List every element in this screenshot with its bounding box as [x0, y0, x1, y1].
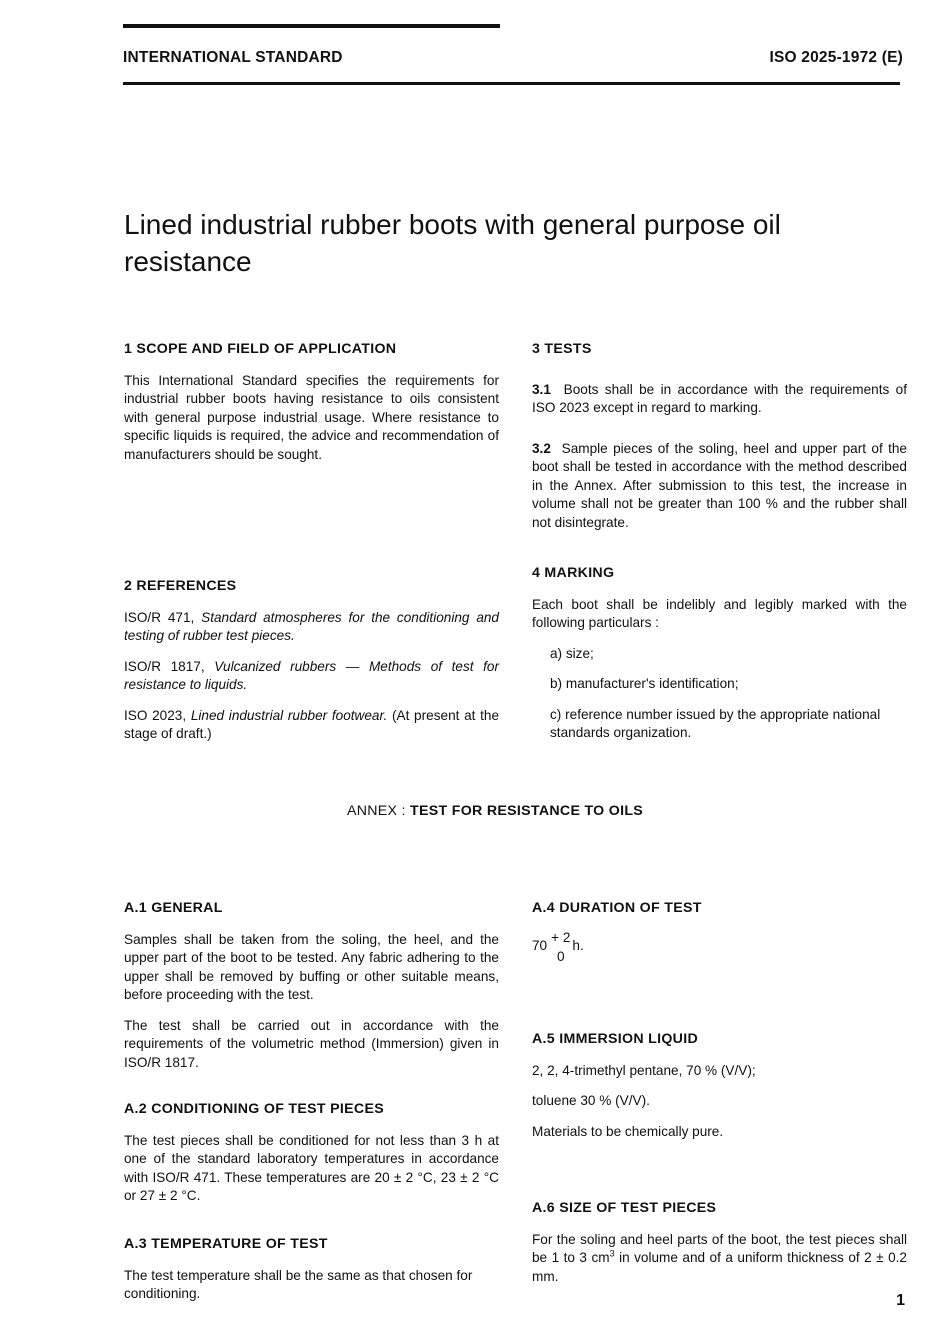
section-body: This International Standard specifies the requirements for industrial rubber boots having resistance to oils consistent with general purpose industrial usage. Where resistance to specific liquids is required, the advice and recommendation of manufacturers should be sought. [124, 372, 499, 462]
duration-tolerance [551, 928, 570, 966]
section-references [124, 577, 499, 744]
header-top-rule [123, 24, 500, 28]
reference-id: ISO 2023, [124, 707, 187, 723]
annex-immersion-liquid [532, 1030, 907, 1141]
section-body: The test shall be carried out in accordance with the requirements of the volumetric method (Immersion) given in ISO/R 1817. [124, 1017, 499, 1070]
reference-title: Vulcanized rubbers — Methods of test for resistance to liquids. [124, 658, 499, 692]
document-title: Lined industrial rubber boots with general purpose oil resistance [124, 209, 781, 277]
reference-item [124, 707, 499, 744]
clause-3-2 [532, 440, 907, 533]
list-item: b) manufacturer's identification; [550, 676, 739, 691]
section-heading: A.3 TEMPERATURE OF TEST [124, 1236, 328, 1252]
section-heading: A.4 DURATION OF TEST [532, 900, 702, 916]
section-body: Samples shall be taken from the soling, the heel, and the upper part of the boot to be tested. Any fabric adhering to the upper shall be removed by buffing or other suitable means, before proceeding with the test. [124, 931, 499, 1002]
section-tests [532, 340, 907, 532]
tolerance-upper: + 2 [551, 929, 571, 945]
size-text: in volume and of a uniform thickness of 2 ± 0.2 mm. [532, 1250, 907, 1284]
liquid-component: toluene 30 % (V/V). [532, 1093, 650, 1108]
list-item: c) reference number issued by the appropriate national standards organization. [550, 706, 881, 740]
section-heading: 1 SCOPE AND FIELD OF APPLICATION [124, 341, 397, 357]
header-standard-number: ISO 2025-1972 (E) [769, 49, 903, 66]
reference-id: ISO/R 471, [124, 609, 195, 625]
reference-note: (At present at the stage of draft.) [124, 707, 500, 741]
reference-item [124, 609, 499, 646]
section-body [532, 1231, 907, 1287]
section-heading: A.5 IMMERSION LIQUID [532, 1031, 699, 1047]
clause-3-1 [532, 381, 907, 418]
annex-size [532, 1199, 907, 1286]
clause-number: 3.2 [532, 440, 551, 456]
liquid-purity: Materials to be chemically pure. [532, 1123, 724, 1139]
section-heading: 2 REFERENCES [124, 578, 237, 594]
section-body: Each boot shall be indelibly and legibly marked with the following particulars : [532, 596, 907, 630]
size-text: For the soling and heel parts of the boot, the test pieces shall be 1 to 3 cm [532, 1231, 907, 1265]
annex-prefix: ANNEX : [346, 803, 411, 819]
page-number: 1 [896, 1292, 905, 1309]
size-superscript: 3 [609, 1248, 615, 1259]
clause-text: Sample pieces of the soling, heel and upper part of the boot shall be tested in accordance with the method described in the Annex. After submission to this test, the increase in volume shall not be greater than 100 % and the rubber shall not disintegrate. [532, 440, 907, 530]
section-heading: A.6 SIZE OF TEST PIECES [532, 1200, 717, 1216]
reference-item [124, 658, 499, 695]
section-heading: A.2 CONDITIONING OF TEST PIECES [124, 1101, 384, 1117]
annex-general [124, 899, 499, 1072]
annex-conditioning [124, 1100, 499, 1206]
annex-heading [0, 803, 950, 819]
liquid-component: 2, 2, 4-trimethyl pentane, 70 % (V/V); [532, 1062, 756, 1078]
annex-title: TEST FOR RESISTANCE TO OILS [410, 803, 644, 819]
duration-unit: h. [572, 938, 584, 954]
section-heading: A.1 GENERAL [124, 900, 223, 916]
annex-duration [532, 899, 907, 966]
section-scope [124, 340, 499, 464]
list-item: a) size; [550, 645, 594, 661]
annex-temperature [124, 1235, 499, 1304]
header-rule [123, 82, 900, 85]
clause-text: Boots shall be in accordance with the requirements of ISO 2023 except in regard to marking. [532, 381, 907, 415]
section-heading: 4 MARKING [532, 565, 615, 581]
section-marking [532, 564, 907, 743]
tolerance-lower: 0 [556, 948, 565, 964]
header-standard-label: INTERNATIONAL STANDARD [123, 49, 343, 66]
reference-title: Standard atmospheres for the conditioning and testing of rubber test pieces. [124, 609, 499, 643]
reference-title: Lined industrial rubber footwear. [190, 707, 388, 723]
duration-base: 70 [532, 938, 548, 954]
reference-id: ISO/R 1817, [124, 658, 205, 674]
section-heading: 3 TESTS [532, 341, 592, 357]
section-body: The test pieces shall be conditioned for not less than 3 h at one of the standard laboratory temperatures in accordance with ISO/R 471. These temperatures are 20 ± 2 °C, 23 ± 2 °C or 27 ± 2 °C. [124, 1132, 499, 1203]
clause-number: 3.1 [532, 381, 551, 397]
duration-value [532, 928, 584, 966]
section-body: The test temperature shall be the same as that chosen for conditioning. [124, 1267, 473, 1301]
